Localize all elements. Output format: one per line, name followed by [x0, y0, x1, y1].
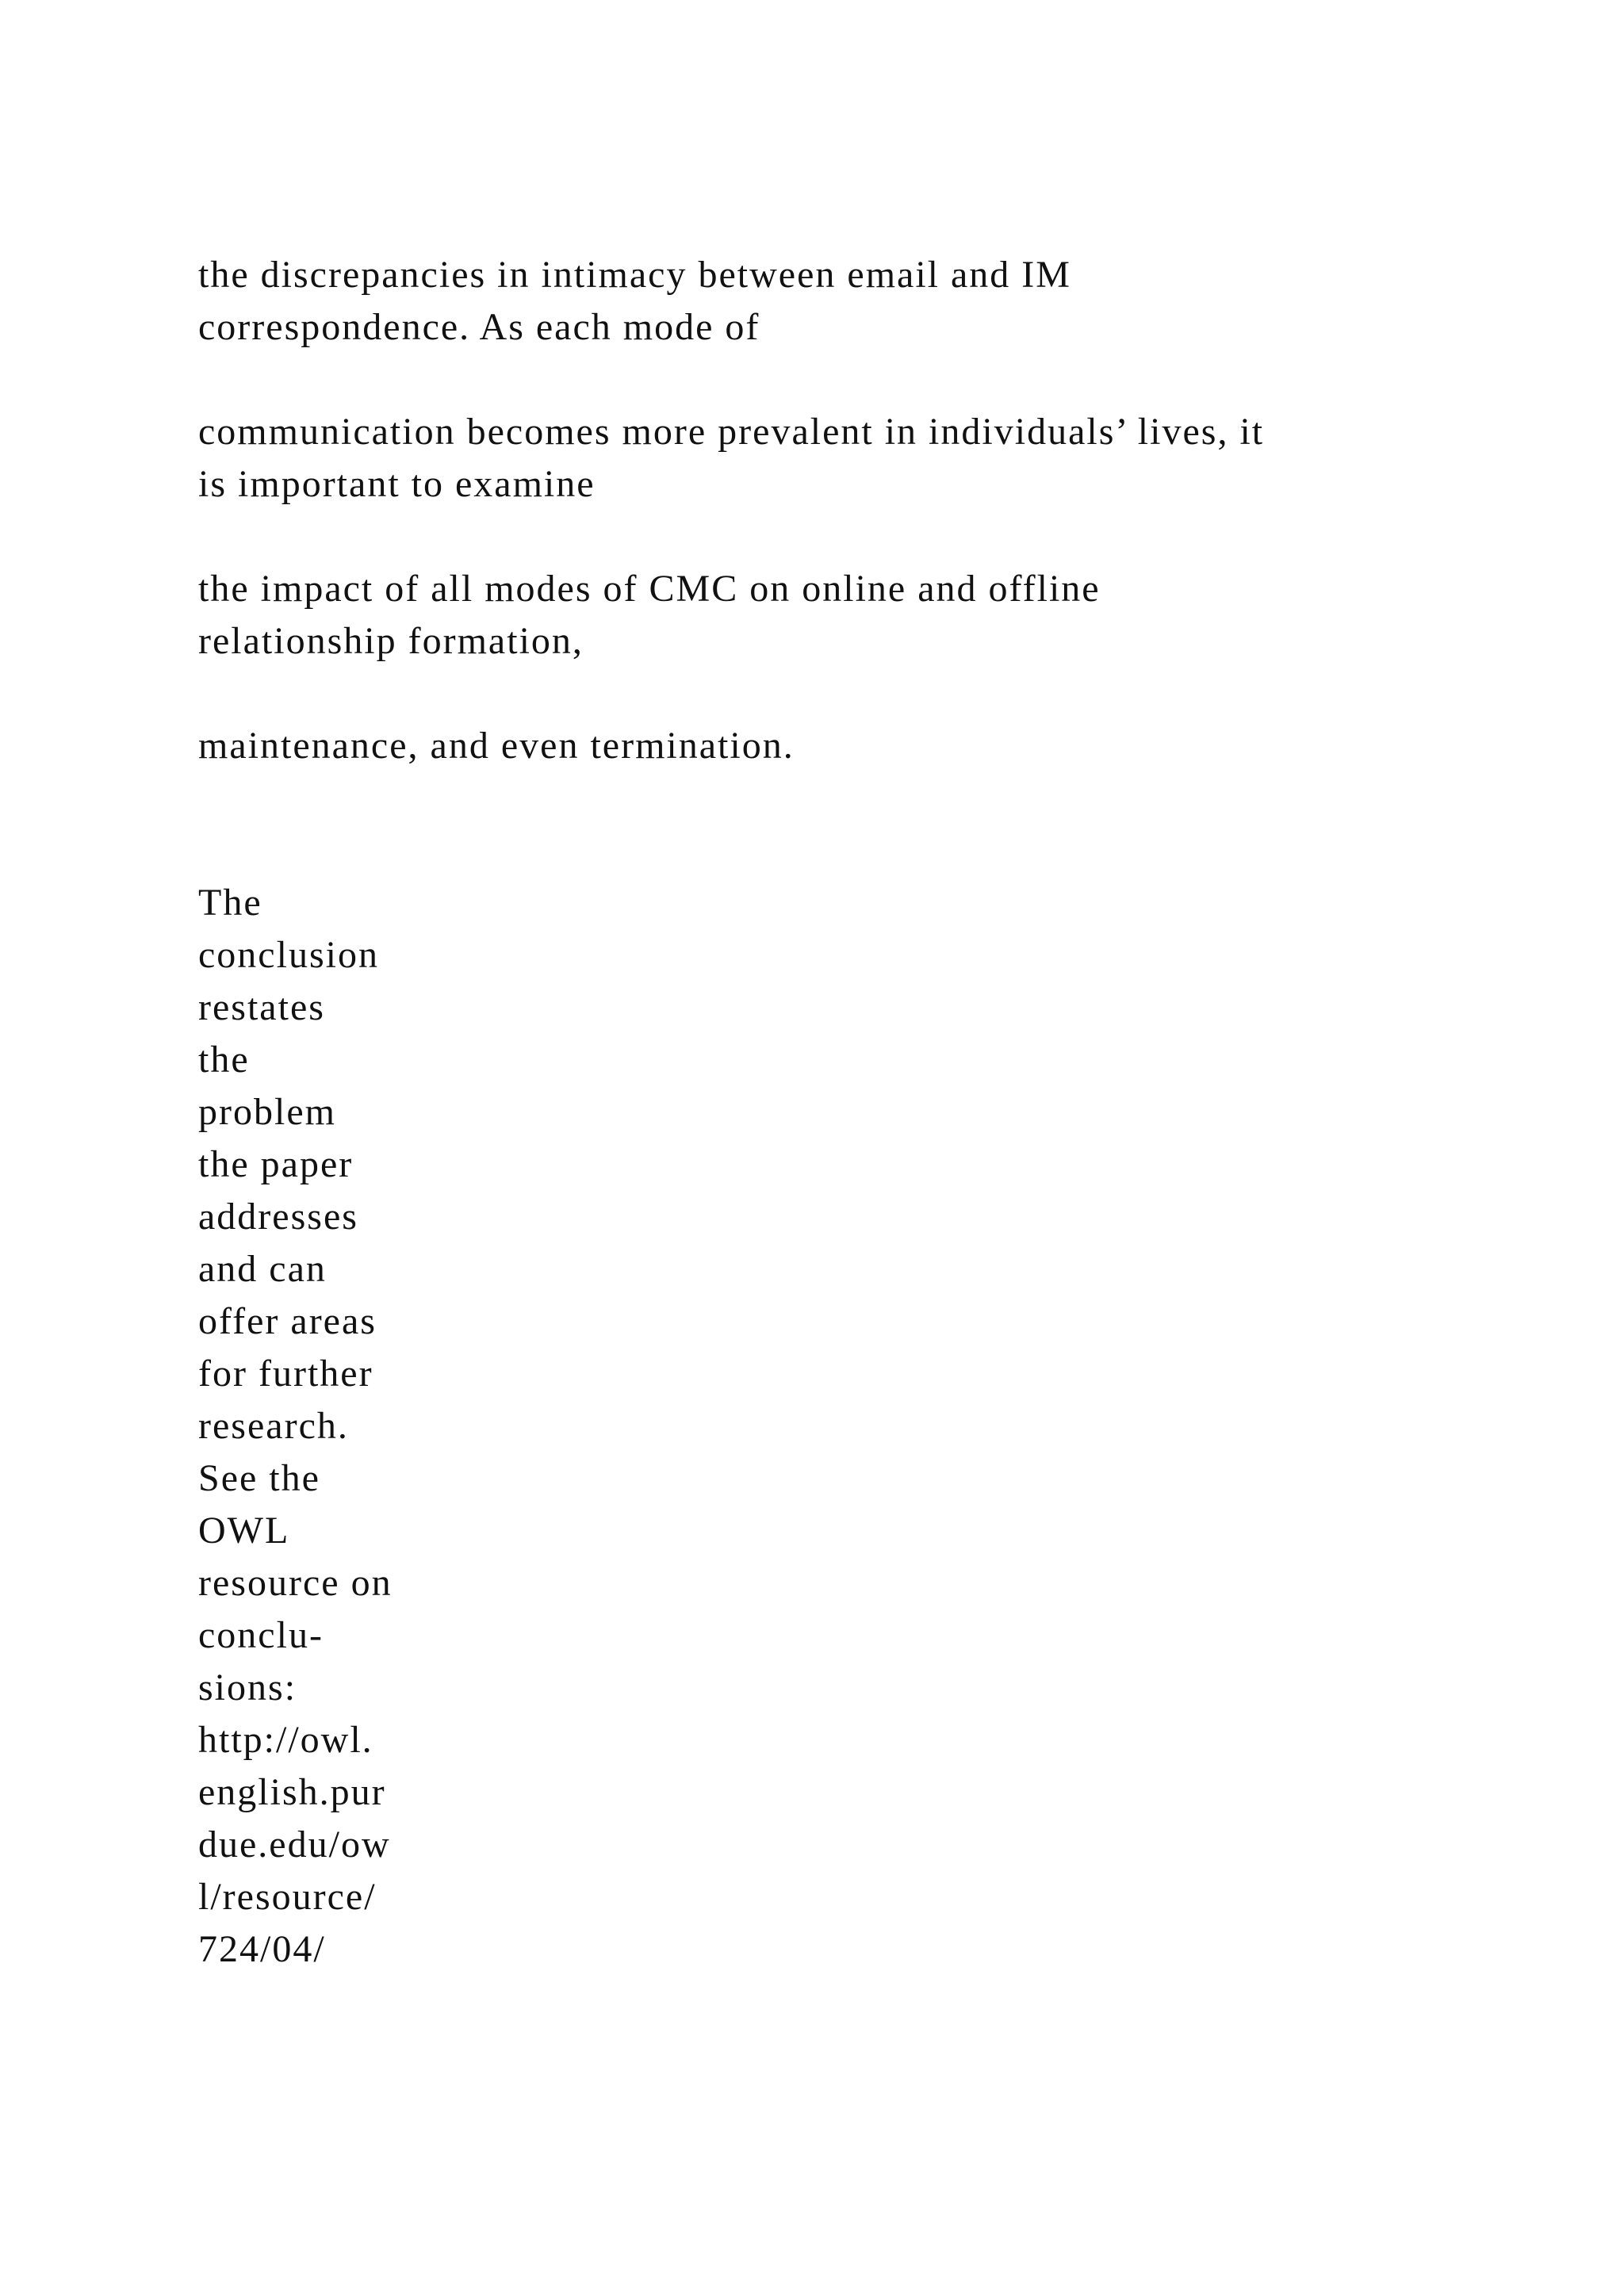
margin-note-line: resource on [198, 1562, 393, 1604]
paragraph-1-line-2: correspondence. As each mode of [198, 306, 760, 348]
margin-note-line: conclusion [198, 934, 379, 976]
paragraph-2-line-2: is important to examine [198, 463, 596, 505]
paragraph-4-line-1: maintenance, and even termination. [198, 725, 795, 767]
margin-note-line: sions: [198, 1667, 297, 1709]
margin-note-line: due.edu/ow [198, 1823, 391, 1866]
margin-note-line: addresses [198, 1196, 358, 1238]
margin-note-line: offer areas [198, 1300, 377, 1342]
margin-note-line: l/resource/ [198, 1876, 377, 1918]
paragraph-3-line-1: the impact of all modes of CMC on online and offline [198, 568, 1101, 610]
margin-note-line: for further [198, 1353, 373, 1395]
margin-note-line: http://owl. [198, 1719, 373, 1761]
paragraph-3-line-2: relationship formation, [198, 620, 584, 662]
margin-note-line: and can [198, 1248, 327, 1290]
margin-note-line: english.pur [198, 1771, 386, 1813]
margin-note-line: problem [198, 1091, 336, 1133]
margin-note-line: research. [198, 1405, 349, 1447]
margin-note-line: conclu- [198, 1614, 324, 1656]
paragraph-1-line-1: the discrepancies in intimacy between email and IM [198, 254, 1071, 296]
paragraph-2-line-1: communication becomes more prevalent in individuals’ lives, it [198, 411, 1265, 453]
margin-note-line: the paper [198, 1143, 354, 1185]
margin-note-line: The [198, 882, 262, 924]
margin-note-line: the [198, 1039, 250, 1081]
margin-note-line: 724/04/ [198, 1928, 326, 1970]
margin-note-line: OWL [198, 1510, 290, 1552]
margin-note-line: restates [198, 986, 325, 1028]
margin-note-line: See the [198, 1457, 320, 1499]
